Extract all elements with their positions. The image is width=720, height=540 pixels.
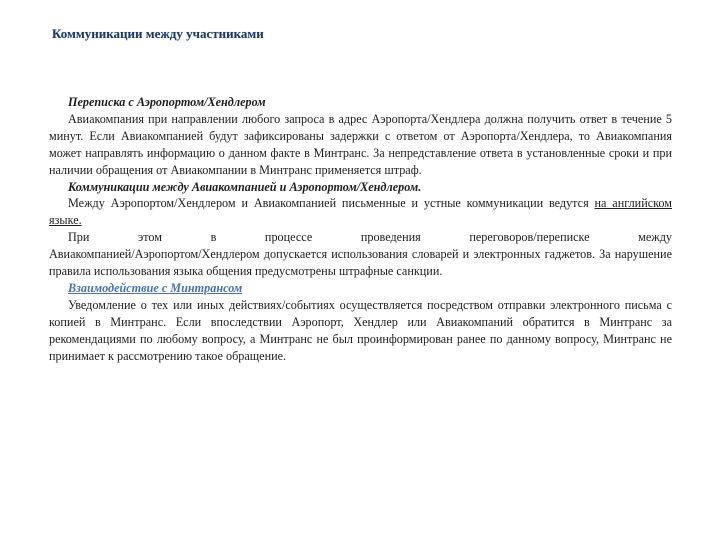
paragraph-airport-correspondence: Авиакомпания при направлении любого запроса в адрес Аэропорта/Хендлера должна получить ответ в течение 5 минут. Если Авиакомпанией будут зафиксированы задержки с ответом от Аэропорта/Хендлера, то Авиакомпания может направлять информацию о данном факте в Минтранс. За непредставление ответа в установленные сроки и при наличии обращения от Авиакомпании в Минтранс применяется штраф. <box>49 111 672 177</box>
document-body <box>49 94 672 365</box>
section-heading-mintrans-interaction[interactable]: Взаимодействие с Минтрансом <box>68 280 243 295</box>
section-heading-airport-correspondence: Переписка с Аэропортом/Хендлером <box>68 95 266 109</box>
paragraph-mintrans-interaction: Уведомление о тех или иных действиях/событиях осуществляется посредством отправки электронного письма с копией в Минтранс. Если впоследствии Аэропорт, Хендлер или Авиакомпаний обратится в Минтранс за рекомендациями по любому вопросу, а Минтранс не был проинформирован ранее по данному вопросу, Минтранс не принимает к рассмотрению такое обращение. <box>49 297 672 363</box>
paragraph-dictionaries-rest: Авиакомпанией/Аэропортом/Хендлером допускается использования словарей и электронных гаджетов. За нарушение правила использования языка общения предусмотрены штрафные санкции. <box>49 247 672 279</box>
slide-title: Коммуникации между участниками <box>52 26 264 41</box>
section-heading-airline-airport-communications: Коммуникации между Авиакомпанией и Аэропортом/Хендлером. <box>68 179 422 194</box>
english-language-underlined: на английском языке. <box>49 196 673 228</box>
language-requirement-text: Между Аэропортом/Хендлером и Авиакомпанией письменные и устные коммуникации ведутся <box>68 196 595 211</box>
paragraph-dictionaries-line1: При этом в процессе проведения переговоров/переписке между <box>68 230 672 245</box>
paragraph-language-requirement <box>49 195 672 229</box>
